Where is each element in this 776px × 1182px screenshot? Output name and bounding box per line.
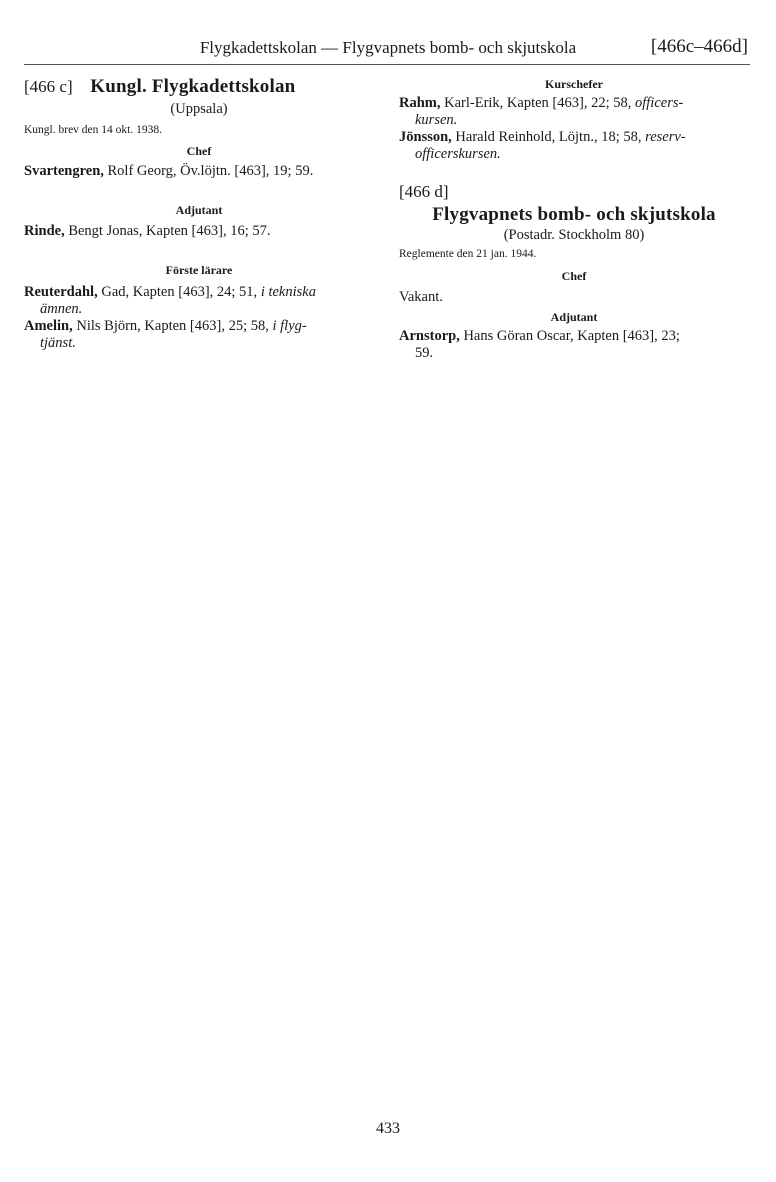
person-name: Reuterdahl, (24, 284, 98, 300)
section-466c-heading (24, 78, 374, 97)
person-subject-cont: tjänst. (40, 335, 76, 351)
teachers-heading: Förste lärare (165, 263, 233, 277)
person-details: Karl-Erik, Kapten [463], 22; 58, (444, 95, 632, 111)
header-rule (24, 64, 750, 65)
person-course-cont: officerskursen. (415, 146, 501, 162)
chef-heading: Chef (186, 144, 212, 158)
page-number: 433 (376, 1120, 400, 1137)
person-details: Hans Göran Oscar, Kapten [463], 23; (463, 328, 680, 344)
person-details: Gad, Kapten [463], 24; 51, (101, 284, 258, 300)
chef-entry (24, 163, 374, 180)
kurschef-entry (399, 95, 749, 129)
person-details: Bengt Jonas, Kapten [463], 16; 57. (68, 223, 271, 239)
person-course: reserv- (645, 129, 686, 145)
chef-heading: Chef (561, 269, 587, 283)
address: (Postadr. Stockholm 80) (503, 227, 645, 243)
person-details-cont: 59. (415, 345, 434, 361)
left-column (24, 76, 374, 352)
teacher-entry (24, 318, 374, 352)
person-details: Harald Reinhold, Löjtn., 18; 58, (455, 129, 642, 145)
teacher-entry (24, 284, 374, 318)
running-header-title: Flygkadettskolan — Flygvapnets bomb- och skjutskola (199, 38, 577, 57)
person-name: Svartengren, (24, 163, 104, 179)
kurschefer-heading: Kurschefer (545, 77, 603, 91)
chef-entry: Vakant. (399, 289, 443, 305)
right-column (399, 76, 749, 362)
institution-title: Kungl. Flygkadettskolan (90, 76, 296, 97)
section-code: [466 d] (399, 182, 449, 201)
adjutant-entry (24, 223, 374, 240)
adjutant-heading: Adjutant (550, 310, 598, 324)
person-subject-cont: ämnen. (40, 301, 83, 317)
person-course-cont: kursen. (415, 112, 458, 128)
location: (Uppsala) (170, 101, 228, 117)
person-details: Nils Björn, Kapten [463], 25; 58, (76, 318, 269, 334)
person-name: Rahm, (399, 95, 441, 111)
person-subject: i tekniska (260, 284, 316, 300)
section-code: [466 c] (24, 77, 73, 96)
decree: Kungl. brev den 14 okt. 1938. (24, 124, 162, 136)
person-name: Amelin, (24, 318, 73, 334)
institution-title: Flygvapnets bomb- och skjutskola (432, 204, 716, 225)
adjutant-entry (399, 328, 749, 362)
decree: Reglemente den 21 jan. 1944. (399, 248, 537, 260)
kurschef-entry (399, 129, 749, 163)
adjutant-heading: Adjutant (175, 203, 223, 217)
person-name: Rinde, (24, 223, 65, 239)
person-course: officers- (635, 95, 684, 111)
person-name: Jönsson, (399, 129, 452, 145)
running-header-code: [466c–466d] (650, 36, 748, 57)
person-details: Rolf Georg, Öv.löjtn. [463], 19; 59. (107, 163, 314, 179)
person-name: Arnstorp, (399, 328, 460, 344)
person-subject: i flyg- (272, 318, 307, 334)
